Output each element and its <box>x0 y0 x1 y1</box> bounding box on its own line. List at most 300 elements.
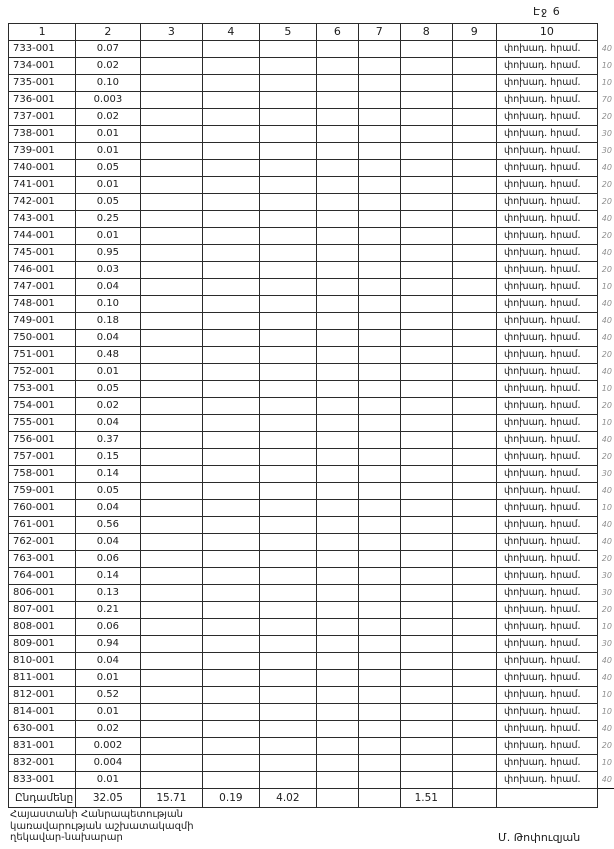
empty-cell <box>452 721 496 738</box>
empty-cell <box>259 279 316 296</box>
note-cell: փոխադ. հրամ. <box>497 653 598 670</box>
empty-cell <box>317 313 358 330</box>
note-cell: փոխադ. հրամ. <box>497 517 598 534</box>
empty-cell <box>259 534 316 551</box>
empty-cell <box>401 194 453 211</box>
margin-mark: 10 <box>601 78 612 87</box>
empty-cell <box>452 653 496 670</box>
empty-cell <box>401 636 453 653</box>
empty-cell <box>140 517 203 534</box>
empty-cell <box>452 568 496 585</box>
margin-mark: 40 <box>601 537 612 546</box>
empty-cell <box>203 636 259 653</box>
table-row <box>9 636 614 653</box>
empty-cell <box>317 177 358 194</box>
empty-cell <box>452 415 496 432</box>
code-cell: 760-001 <box>9 500 76 517</box>
empty-cell <box>203 330 259 347</box>
empty-cell <box>358 194 400 211</box>
total-value-cell: 4.02 <box>259 789 316 808</box>
total-value-cell: 15.71 <box>140 789 203 808</box>
footer-line: Հայաստանի Հանրապետության <box>10 809 184 820</box>
empty-cell <box>452 313 496 330</box>
note-cell: փոխադ. հրամ. <box>497 568 598 585</box>
empty-cell <box>452 602 496 619</box>
empty-cell <box>317 245 358 262</box>
empty-cell <box>259 211 316 228</box>
table-row <box>9 415 614 432</box>
note-cell: փոխադ. հրամ. <box>497 585 598 602</box>
empty-cell <box>259 228 316 245</box>
empty-cell <box>401 398 453 415</box>
code-cell: 806-001 <box>9 585 76 602</box>
table-row <box>9 177 614 194</box>
empty-cell <box>452 398 496 415</box>
table-row <box>9 738 614 755</box>
empty-cell <box>140 160 203 177</box>
value-cell: 0.04 <box>76 653 140 670</box>
empty-cell <box>401 160 453 177</box>
note-cell: փոխադ. հրամ. <box>497 772 598 789</box>
empty-cell <box>203 755 259 772</box>
value-cell: 0.13 <box>76 585 140 602</box>
empty-cell <box>358 500 400 517</box>
table-row <box>9 585 614 602</box>
empty-cell <box>401 653 453 670</box>
empty-cell <box>317 194 358 211</box>
note-cell: փոխադ. հրամ. <box>497 500 598 517</box>
column-header: 4 <box>203 24 259 41</box>
empty-cell <box>203 738 259 755</box>
value-cell: 0.002 <box>76 738 140 755</box>
table-row <box>9 500 614 517</box>
value-cell: 0.01 <box>76 364 140 381</box>
empty-cell <box>259 143 316 160</box>
empty-cell <box>358 330 400 347</box>
table-row <box>9 347 614 364</box>
value-cell: 0.02 <box>76 109 140 126</box>
empty-cell <box>358 517 400 534</box>
empty-cell <box>401 517 453 534</box>
empty-cell <box>358 313 400 330</box>
empty-cell <box>401 126 453 143</box>
empty-cell <box>358 245 400 262</box>
value-cell: 0.01 <box>76 126 140 143</box>
code-cell: 814-001 <box>9 704 76 721</box>
empty-cell <box>203 483 259 500</box>
empty-cell <box>401 92 453 109</box>
code-cell: 751-001 <box>9 347 76 364</box>
code-cell: 811-001 <box>9 670 76 687</box>
value-cell: 0.01 <box>76 143 140 160</box>
code-cell: 748-001 <box>9 296 76 313</box>
empty-cell <box>140 585 203 602</box>
note-cell: փոխադ. հրամ. <box>497 704 598 721</box>
empty-cell <box>259 738 316 755</box>
empty-cell <box>259 687 316 704</box>
empty-cell <box>140 534 203 551</box>
empty-cell <box>452 347 496 364</box>
empty-cell <box>317 160 358 177</box>
empty-cell <box>452 619 496 636</box>
empty-cell <box>358 126 400 143</box>
code-cell: 812-001 <box>9 687 76 704</box>
empty-cell <box>140 330 203 347</box>
empty-cell <box>358 381 400 398</box>
table-row <box>9 568 614 585</box>
empty-cell <box>203 500 259 517</box>
total-value-cell: 0.19 <box>203 789 259 808</box>
empty-cell <box>452 517 496 534</box>
empty-cell <box>452 211 496 228</box>
empty-cell <box>358 721 400 738</box>
empty-cell <box>401 177 453 194</box>
empty-cell <box>401 568 453 585</box>
empty-cell <box>259 92 316 109</box>
margin-mark: 10 <box>601 384 612 393</box>
empty-cell <box>358 687 400 704</box>
empty-cell <box>140 721 203 738</box>
value-cell: 0.04 <box>76 500 140 517</box>
empty-cell <box>358 636 400 653</box>
value-cell: 0.18 <box>76 313 140 330</box>
empty-cell <box>358 211 400 228</box>
margin-mark: 10 <box>601 690 612 699</box>
value-cell: 0.02 <box>76 398 140 415</box>
margin-mark: 40 <box>601 248 612 257</box>
code-cell: 742-001 <box>9 194 76 211</box>
empty-cell <box>401 432 453 449</box>
empty-cell <box>452 449 496 466</box>
margin-mark: 20 <box>601 741 612 750</box>
empty-cell <box>140 500 203 517</box>
empty-cell <box>401 75 453 92</box>
table-row <box>9 228 614 245</box>
margin-mark: 40 <box>601 486 612 495</box>
value-cell: 0.05 <box>76 194 140 211</box>
empty-cell <box>259 670 316 687</box>
code-cell: 810-001 <box>9 653 76 670</box>
empty-cell <box>401 245 453 262</box>
empty-cell <box>317 619 358 636</box>
empty-cell <box>203 585 259 602</box>
empty-cell <box>317 330 358 347</box>
empty-cell <box>452 194 496 211</box>
empty-cell <box>259 109 316 126</box>
empty-cell <box>358 602 400 619</box>
note-cell: փոխադ. հրամ. <box>497 687 598 704</box>
empty-cell <box>317 721 358 738</box>
empty-cell <box>203 415 259 432</box>
empty-cell <box>358 262 400 279</box>
table-row <box>9 534 614 551</box>
empty-cell <box>452 75 496 92</box>
table-row <box>9 517 614 534</box>
empty-cell <box>203 466 259 483</box>
empty-cell <box>317 41 358 58</box>
empty-cell <box>259 568 316 585</box>
empty-cell <box>259 449 316 466</box>
empty-cell <box>452 109 496 126</box>
empty-cell <box>317 109 358 126</box>
empty-cell <box>358 177 400 194</box>
empty-cell <box>358 432 400 449</box>
empty-cell <box>401 381 453 398</box>
empty-cell <box>401 330 453 347</box>
empty-cell <box>140 296 203 313</box>
empty-cell <box>358 551 400 568</box>
table-row <box>9 551 614 568</box>
empty-cell <box>203 126 259 143</box>
empty-cell <box>358 585 400 602</box>
empty-cell <box>452 262 496 279</box>
value-cell: 0.07 <box>76 41 140 58</box>
empty-cell <box>401 500 453 517</box>
code-cell: 738-001 <box>9 126 76 143</box>
value-cell: 0.02 <box>76 721 140 738</box>
empty-cell <box>401 704 453 721</box>
empty-cell <box>140 466 203 483</box>
empty-cell <box>452 670 496 687</box>
empty-cell <box>452 534 496 551</box>
margin-spacer <box>597 789 614 808</box>
empty-cell <box>401 619 453 636</box>
empty-cell <box>140 568 203 585</box>
value-cell: 0.03 <box>76 262 140 279</box>
empty-cell <box>358 704 400 721</box>
empty-cell <box>401 738 453 755</box>
empty-cell <box>401 551 453 568</box>
empty-cell <box>203 109 259 126</box>
note-cell: փոխադ. հրամ. <box>497 721 598 738</box>
margin-spacer <box>597 24 614 41</box>
note-cell: փոխադ. հրամ. <box>497 41 598 58</box>
column-header: 3 <box>140 24 203 41</box>
margin-mark: 40 <box>601 163 612 172</box>
note-cell: փոխադ. հրամ. <box>497 738 598 755</box>
empty-cell <box>452 58 496 75</box>
table-header-row <box>9 24 614 41</box>
empty-cell <box>401 466 453 483</box>
table-row <box>9 245 614 262</box>
empty-cell <box>452 687 496 704</box>
empty-cell <box>452 466 496 483</box>
empty-cell <box>358 483 400 500</box>
note-cell: փոխադ. հրամ. <box>497 228 598 245</box>
table-row <box>9 313 614 330</box>
code-cell: 808-001 <box>9 619 76 636</box>
empty-cell <box>358 755 400 772</box>
note-cell: փոխադ. հրամ. <box>497 296 598 313</box>
empty-cell <box>317 92 358 109</box>
empty-cell <box>203 177 259 194</box>
empty-cell <box>259 636 316 653</box>
empty-cell <box>317 585 358 602</box>
empty-cell <box>140 109 203 126</box>
empty-cell <box>317 347 358 364</box>
value-cell: 0.05 <box>76 483 140 500</box>
table-row <box>9 432 614 449</box>
value-cell: 0.37 <box>76 432 140 449</box>
signature-name: Մ. Թոփուզյան <box>498 831 581 844</box>
empty-cell <box>401 687 453 704</box>
table-row <box>9 449 614 466</box>
empty-cell <box>140 92 203 109</box>
empty-cell <box>358 449 400 466</box>
footer-line: ղեկավար-նախարար <box>10 832 123 843</box>
margin-mark: 10 <box>601 282 612 291</box>
empty-cell <box>259 432 316 449</box>
code-cell: 740-001 <box>9 160 76 177</box>
empty-cell <box>140 364 203 381</box>
empty-cell <box>358 466 400 483</box>
table-row <box>9 755 614 772</box>
empty-cell <box>358 568 400 585</box>
empty-cell <box>203 228 259 245</box>
note-cell: փոխադ. հրամ. <box>497 347 598 364</box>
empty-cell <box>358 534 400 551</box>
code-cell: 749-001 <box>9 313 76 330</box>
empty-cell <box>358 772 400 789</box>
margin-mark: 10 <box>601 622 612 631</box>
table-row <box>9 75 614 92</box>
empty-cell <box>452 245 496 262</box>
empty-cell <box>140 194 203 211</box>
empty-cell <box>358 364 400 381</box>
empty-cell <box>203 721 259 738</box>
empty-cell <box>203 58 259 75</box>
empty-cell <box>140 41 203 58</box>
empty-cell <box>140 381 203 398</box>
value-cell: 0.003 <box>76 92 140 109</box>
empty-cell <box>140 653 203 670</box>
empty-cell <box>358 143 400 160</box>
value-cell: 0.14 <box>76 568 140 585</box>
code-cell: 743-001 <box>9 211 76 228</box>
margin-mark: 30 <box>601 469 612 478</box>
total-value-cell <box>358 789 400 808</box>
empty-cell <box>259 704 316 721</box>
empty-cell <box>203 296 259 313</box>
empty-cell <box>140 738 203 755</box>
empty-cell <box>259 41 316 58</box>
column-header: 6 <box>317 24 358 41</box>
note-cell: փոխադ. հրամ. <box>497 534 598 551</box>
column-header: 9 <box>452 24 496 41</box>
empty-cell <box>401 585 453 602</box>
empty-cell <box>259 58 316 75</box>
empty-cell <box>317 143 358 160</box>
empty-cell <box>401 109 453 126</box>
empty-cell <box>259 551 316 568</box>
empty-cell <box>259 245 316 262</box>
code-cell: 737-001 <box>9 109 76 126</box>
margin-mark: 10 <box>601 503 612 512</box>
empty-cell <box>203 245 259 262</box>
code-cell: 755-001 <box>9 415 76 432</box>
empty-cell <box>140 228 203 245</box>
code-cell: 761-001 <box>9 517 76 534</box>
value-cell: 0.02 <box>76 58 140 75</box>
empty-cell <box>401 211 453 228</box>
empty-cell <box>203 517 259 534</box>
empty-cell <box>259 347 316 364</box>
empty-cell <box>401 58 453 75</box>
empty-cell <box>452 364 496 381</box>
value-cell: 0.01 <box>76 704 140 721</box>
empty-cell <box>203 772 259 789</box>
empty-cell <box>140 432 203 449</box>
empty-cell <box>317 449 358 466</box>
code-cell: 756-001 <box>9 432 76 449</box>
empty-cell <box>317 381 358 398</box>
note-cell: փոխադ. հրամ. <box>497 755 598 772</box>
margin-mark: 20 <box>601 197 612 206</box>
empty-cell <box>259 126 316 143</box>
table-row <box>9 721 614 738</box>
empty-cell <box>259 721 316 738</box>
table-row <box>9 670 614 687</box>
empty-cell <box>317 126 358 143</box>
empty-cell <box>317 755 358 772</box>
value-cell: 0.25 <box>76 211 140 228</box>
empty-cell <box>401 279 453 296</box>
empty-cell <box>140 262 203 279</box>
empty-cell <box>358 75 400 92</box>
empty-cell <box>203 704 259 721</box>
margin-mark: 40 <box>601 774 612 784</box>
empty-cell <box>140 398 203 415</box>
empty-cell <box>140 602 203 619</box>
value-cell: 0.04 <box>76 330 140 347</box>
code-cell: 744-001 <box>9 228 76 245</box>
empty-cell <box>358 653 400 670</box>
empty-cell <box>203 92 259 109</box>
margin-mark: 40 <box>601 333 612 342</box>
empty-cell <box>259 381 316 398</box>
table-row <box>9 160 614 177</box>
empty-cell <box>259 398 316 415</box>
empty-cell <box>203 568 259 585</box>
empty-cell <box>140 415 203 432</box>
empty-cell <box>203 347 259 364</box>
empty-cell <box>140 670 203 687</box>
column-header: 10 <box>497 24 598 41</box>
margin-mark: 10 <box>601 707 612 716</box>
table-row <box>9 109 614 126</box>
note-cell: փոխադ. հրամ. <box>497 262 598 279</box>
margin-mark: 40 <box>601 44 612 53</box>
empty-cell <box>358 160 400 177</box>
empty-cell <box>452 279 496 296</box>
empty-cell <box>358 279 400 296</box>
margin-mark: 20 <box>601 350 612 359</box>
empty-cell <box>259 772 316 789</box>
value-cell: 0.06 <box>76 619 140 636</box>
empty-cell <box>203 670 259 687</box>
code-cell: 807-001 <box>9 602 76 619</box>
empty-cell <box>317 568 358 585</box>
value-cell: 0.04 <box>76 415 140 432</box>
empty-cell <box>317 262 358 279</box>
empty-cell <box>401 449 453 466</box>
note-cell: փոխադ. հրամ. <box>497 109 598 126</box>
empty-cell <box>317 211 358 228</box>
empty-cell <box>452 143 496 160</box>
note-cell: փոխադ. հրամ. <box>497 194 598 211</box>
empty-cell <box>259 755 316 772</box>
empty-cell <box>401 415 453 432</box>
